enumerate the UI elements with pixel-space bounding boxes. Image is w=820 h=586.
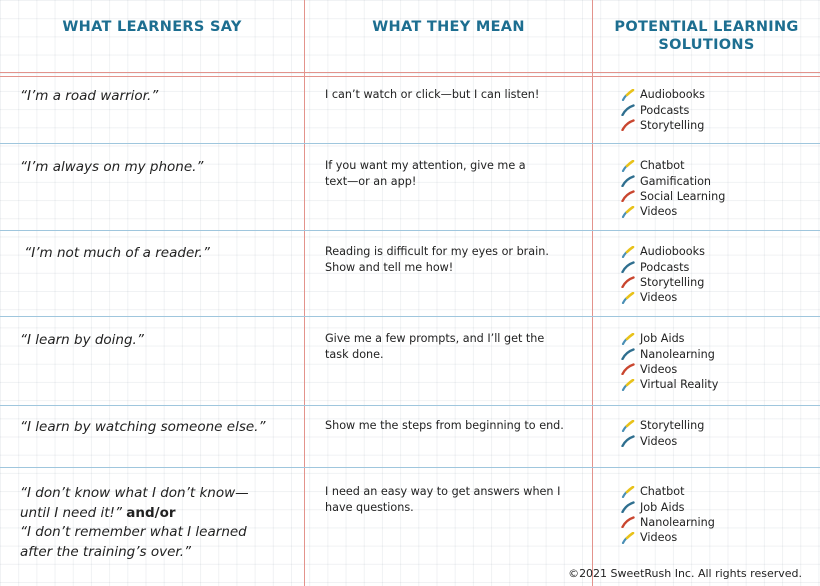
list-item <box>621 87 816 102</box>
meaning-text <box>325 87 580 103</box>
solution-label: Nanolearning <box>640 515 715 529</box>
solution-label: Virtual Reality <box>640 378 719 392</box>
column-divider-1 <box>304 0 305 586</box>
quote-line <box>20 504 290 524</box>
learner-quote <box>20 158 290 178</box>
list-item <box>621 377 816 392</box>
quote-line: “I don’t remember what I learned <box>20 524 247 540</box>
header-what-learners-say: WHAT LEARNERS SAY <box>62 19 242 35</box>
brush-stroke-icon <box>621 119 635 131</box>
solution-label: Audiobooks <box>640 245 705 259</box>
brush-stroke-icon <box>621 175 635 187</box>
brush-stroke-icon <box>621 501 635 513</box>
list-item <box>621 484 816 499</box>
brush-stroke-icon <box>621 486 635 498</box>
solutions-list <box>621 244 816 306</box>
solution-label: Podcasts <box>640 260 690 274</box>
brush-stroke-icon <box>621 363 635 375</box>
solutions-list <box>621 87 816 133</box>
brush-stroke-icon <box>621 160 635 172</box>
brush-stroke-icon <box>621 190 635 202</box>
header-divider-2 <box>0 76 820 77</box>
brush-stroke-icon <box>621 246 635 258</box>
row-divider <box>0 230 820 231</box>
meaning-line: Show and tell me how! <box>325 260 454 274</box>
brush-stroke-icon <box>621 276 635 288</box>
meaning-line: I can’t watch or click—but I can listen! <box>325 88 540 101</box>
brush-stroke-icon <box>621 516 635 528</box>
list-item <box>621 118 816 133</box>
list-item <box>621 158 816 173</box>
quote-line: “I’m not much of a reader.” <box>20 245 210 261</box>
list-item <box>621 362 816 377</box>
row-divider <box>0 143 820 144</box>
meaning-text <box>325 418 580 434</box>
header-line: POTENTIAL LEARNING <box>614 19 799 35</box>
meaning-line: task done. <box>325 347 384 361</box>
list-item <box>621 346 816 361</box>
header-divider <box>0 72 820 73</box>
meaning-text <box>325 331 580 362</box>
meaning-text <box>325 158 580 189</box>
brush-stroke-icon <box>621 206 635 218</box>
row-divider <box>0 405 820 406</box>
solution-label: Videos <box>640 434 678 448</box>
quote-line: “I learn by watching someone else.” <box>20 419 266 435</box>
solution-label: Job Aids <box>640 332 685 346</box>
quote-line: “I’m always on my phone.” <box>20 159 204 175</box>
meaning-line: Show me the steps from beginning to end. <box>325 419 564 432</box>
quote-line: after the training’s over.” <box>20 543 191 560</box>
list-item <box>621 499 816 514</box>
solution-label: Videos <box>640 205 678 219</box>
header-line: SOLUTIONS <box>658 37 755 53</box>
solution-label: Videos <box>640 291 678 305</box>
quote-connector: and/or <box>126 504 176 521</box>
meaning-line: I need an easy way to get answers when I <box>325 485 561 498</box>
brush-stroke-icon <box>621 420 635 432</box>
solution-label: Gamification <box>640 174 712 188</box>
header-what-they-mean: WHAT THEY MEAN <box>372 19 525 35</box>
list-item <box>621 259 816 274</box>
list-item <box>621 290 816 305</box>
row-divider <box>0 316 820 317</box>
list-item <box>621 204 816 219</box>
row-divider <box>0 467 820 468</box>
learner-quote <box>20 87 290 107</box>
solutions-list <box>621 331 816 393</box>
solution-label: Job Aids <box>640 500 685 514</box>
list-item <box>621 102 816 117</box>
list-item <box>621 530 816 545</box>
copyright-notice: ©2021 SweetRush Inc. All rights reserved. <box>568 567 802 580</box>
brush-stroke-icon <box>621 435 635 447</box>
solution-label: Chatbot <box>640 159 685 173</box>
quote-line: “I’m a road warrior.” <box>20 88 159 104</box>
solution-label: Social Learning <box>640 189 726 203</box>
brush-stroke-icon <box>621 379 635 391</box>
solutions-list <box>621 158 816 220</box>
brush-stroke-icon <box>621 532 635 544</box>
column-divider-2 <box>592 0 593 586</box>
solutions-list <box>621 418 816 449</box>
meaning-line: If you want my attention, give me a <box>325 159 526 172</box>
list-item <box>621 515 816 530</box>
brush-stroke-icon <box>621 348 635 360</box>
meaning-text <box>325 484 580 515</box>
learner-quote <box>20 418 290 438</box>
solution-label: Storytelling <box>640 419 705 433</box>
meaning-text <box>325 244 580 275</box>
quote-text: until I need it!” <box>20 504 122 521</box>
solution-label: Podcasts <box>640 103 690 117</box>
learner-quote <box>20 331 290 351</box>
meaning-line: have questions. <box>325 500 414 514</box>
learner-quote <box>20 244 290 264</box>
list-item <box>621 244 816 259</box>
brush-stroke-icon <box>621 292 635 304</box>
list-item <box>621 173 816 188</box>
solutions-list <box>621 484 816 546</box>
list-item <box>621 433 816 448</box>
list-item <box>621 275 816 290</box>
solution-label: Chatbot <box>640 485 685 499</box>
meaning-line: Reading is difficult for my eyes or brain. <box>325 245 549 258</box>
brush-stroke-icon <box>621 333 635 345</box>
brush-stroke-icon <box>621 104 635 116</box>
solution-label: Nanolearning <box>640 347 715 361</box>
solution-label: Storytelling <box>640 275 705 289</box>
list-item <box>621 331 816 346</box>
solution-label: Videos <box>640 362 678 376</box>
brush-stroke-icon <box>621 261 635 273</box>
solution-label: Videos <box>640 531 678 545</box>
brush-stroke-icon <box>621 89 635 101</box>
meaning-line: Give me a few prompts, and I’ll get the <box>325 332 545 345</box>
header-potential-learning-solutions <box>593 18 820 54</box>
solution-label: Audiobooks <box>640 88 705 102</box>
list-item <box>621 189 816 204</box>
solution-label: Storytelling <box>640 118 705 132</box>
list-item <box>621 418 816 433</box>
quote-line: “I learn by doing.” <box>20 332 144 348</box>
learner-quote <box>20 484 290 562</box>
meaning-line: text—or an app! <box>325 174 417 188</box>
quote-line: “I don’t know what I don’t know— <box>20 485 249 501</box>
